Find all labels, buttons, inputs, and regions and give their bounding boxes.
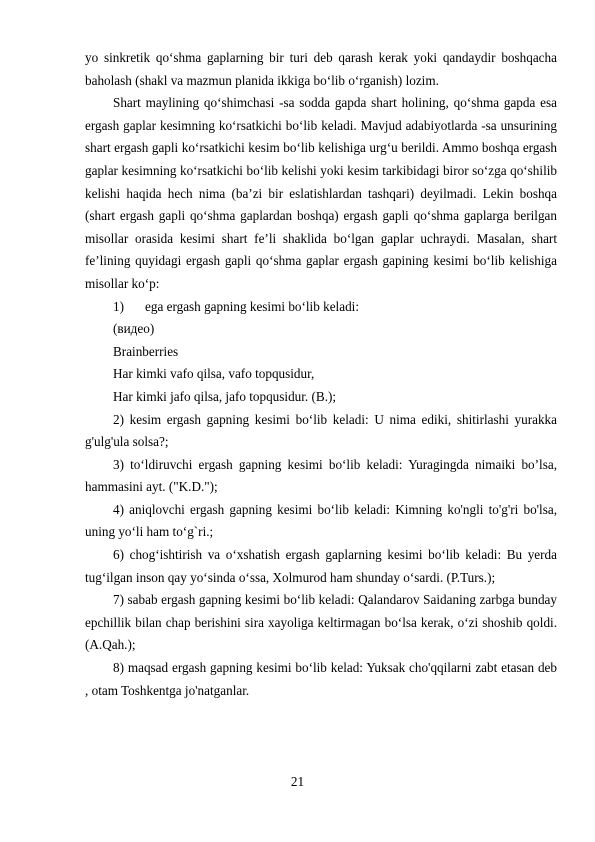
paragraph-shart-mayli: Shart maylining qo‘shimchasi -sa sodda gapda shart holining, qo‘shma gapda esa ergash gaplar kesimning ko‘rsatkichi bo‘lib keladi. Mavjud adabiyotlarda -sa unsurining shart ergash gapli ko‘rsatkichi kesim bo‘lib kelishiga urg‘u berildi. Ammo boshqa ergash gaplar kesimning ko‘rsatkichi bo‘lib kelishi yoki kesim tarkibidagi biror so‘zga qo‘shilib kelishi haqida hech nima (ba’zi bir eslatishlardan tashqari) deyilmadi. Lekin boshqa (shart ergash gapli qo‘shma gaplardan boshqa) ergash gapli qo‘shma gaplarga berilgan misollar orasida kesimi shart fe’li shaklida bo‘lgan gaplar uchraydi. Masalan, shart fe’lining quyidagi ergash gapli qo‘shma gaplar ergash gapining kesimi bo‘lib kelishiga misollar ko‘p: — [85, 95, 557, 291]
list-item-2: 2) kesim ergash gapning kesimi bo‘lib keladi: U nima ediki, shitirlashi yurakka g'ulg'ula solsa?; — [85, 411, 557, 450]
verse-line-1: Har kimki vafo qilsa, vafo topqusidur, — [113, 366, 315, 382]
line-video: (видео) — [113, 321, 155, 337]
verse-line-2: Har kimki jafo qilsa, jafo topqusidur. (B.); — [113, 388, 337, 404]
page-number: 21 — [290, 774, 305, 789]
list-item-3: 3) to‘ldiruvchi ergash gapning kesimi bo‘lib keladi: Yuragingda nimaiki bo’lsa, hammasini ayt. ("K.D."); — [85, 456, 557, 495]
paragraph-continuation: yo sinkretik qo‘shma gaplarning bir turi deb qarash kerak yoki qandaydir boshqacha baholash (shakl va mazmun planida ikkiga bo‘lib o‘rganish) lozim. — [85, 50, 557, 88]
list-item-4: 4) aniqlovchi ergash gapning kesimi bo‘lib keladi: Kimning ko'ngli to'g'ri bo'lsa, uning yo‘li ham to‘g`ri.; — [85, 501, 557, 540]
line-brainberries: Brainberries — [113, 343, 179, 359]
list-item-text: ega ergash gapning kesimi bo‘lib keladi: — [145, 298, 360, 314]
list-item-8: 8) maqsad ergash gapning kesimi bo‘lib kelad: Yuksak cho'qqilarni zabt etasan deb , otam Toshkentga jo'natganlar. — [85, 660, 557, 698]
list-item-number: 1) — [113, 298, 124, 314]
list-item-7: 7) sabab ergash gapning kesimi bo‘lib keladi: Qalandarov Saidaning zarbga bunday epchillik bilan chap berishini sira xayoliga keltirmagan bo‘lsa kerak, o‘zi shoshib qoldi. (A.Qah.); — [85, 592, 557, 653]
text-body — [85, 47, 557, 702]
list-item-6: 6) chog‘ishtirish va o‘xshatish ergash gaplarning kesimi bo‘lib keladi: Bu yerda tug‘ilgan inson qay yo‘sinda o‘ssa, Xolmurod ham shunday o‘sardi. (P.Turs.); — [85, 547, 557, 585]
list-item-1 — [85, 296, 557, 319]
